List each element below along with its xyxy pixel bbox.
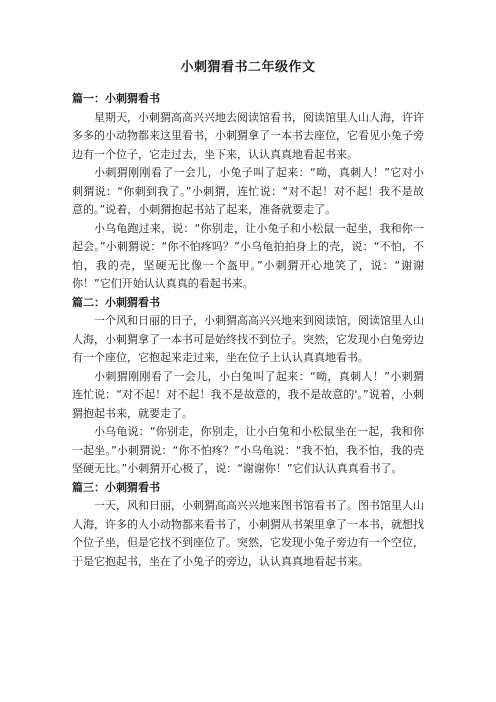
paragraph: 小乌龟说：“你别走，你别走，让小白兔和小松鼠坐在一起，我和你一起坐。”小刺猬说：“你不怕疼？”小乌龟说：“我不怕，我不怕，我的壳坚硬无比。”小刺猬开心极了，说：“谢谢你！”它们认认真真看书了。 <box>72 425 424 475</box>
document-page <box>72 58 424 571</box>
paragraph: 一个风和日丽的日子，小刺猬高高兴兴地来到阅读馆，阅读馆里人山人海，小刺猬拿了一本书可是始终找不到位子。突然，它发现小白兔旁边有一个座位，它抱起来走过来，坐在位子上认认真真地看书。 <box>72 314 424 364</box>
essay-section-1 <box>72 90 424 294</box>
section-heading: 篇三：小刺猬看书 <box>72 480 160 494</box>
paragraph: 小刺猬刚刚看了一会儿，小白兔叫了起来：“呦，真刺人！”小刺猬连忙说：“对不起！对不起！我不是故意的，我不是故意的'。”说着，小刺猬抱起书来，就要走了。 <box>72 369 424 420</box>
section-heading: 篇一：小刺猬看书 <box>72 92 160 105</box>
document-title: 小刺猬看书二年级作文 <box>180 60 316 75</box>
paragraph: 小刺猬刚刚看了一会儿，小兔子叫了起来：“呦，真刺人！”它对小刺猬说：“你刺到我了。”小刺猬，连忙说：“对不起！对不起！我不是故意的。”说着，小刺猬抱起书站了起来，准备就要走了。 <box>72 166 424 216</box>
essay-section-2 <box>72 294 424 479</box>
section-heading: 篇二：小刺猬看书 <box>72 295 160 309</box>
essay-section-3 <box>72 479 424 572</box>
paragraph: 小乌龟跑过来，说：“你别走，让小兔子和小松鼠一起坐，我和你一起会。”小刺猬说：“你不怕疼吗？”小乌龟拍拍身上的壳，说：“不怕，不怕，我的壳，坚硬无比像一个盔甲。”小刺猬开心地笑了，说：“谢谢你！”它们开始认认真真的看起书来。 <box>72 221 424 290</box>
paragraph: 一天，风和日丽，小刺猬高高兴兴地来图书馆看书了。图书馆里人山人海，许多的人小动物都来看书了，小刺猬从书架里拿了一本书，就想找个位子坐，但是它找不到座位了。突然，它发现小兔子旁边有一个空位，于是它抱起书，坐在了小兔子的旁边，认认真真地看起书来。 <box>72 499 424 568</box>
paragraph: 星期天，小刺猬高高兴兴地去阅读馆看书，阅读馆里人山人海，许许多多的小动物都来这里看书，小刺猬拿了一本书去座位，它看见小兔子旁边有一个位子，它走过去，坐下来，认认真真地看起书来。 <box>72 110 424 161</box>
